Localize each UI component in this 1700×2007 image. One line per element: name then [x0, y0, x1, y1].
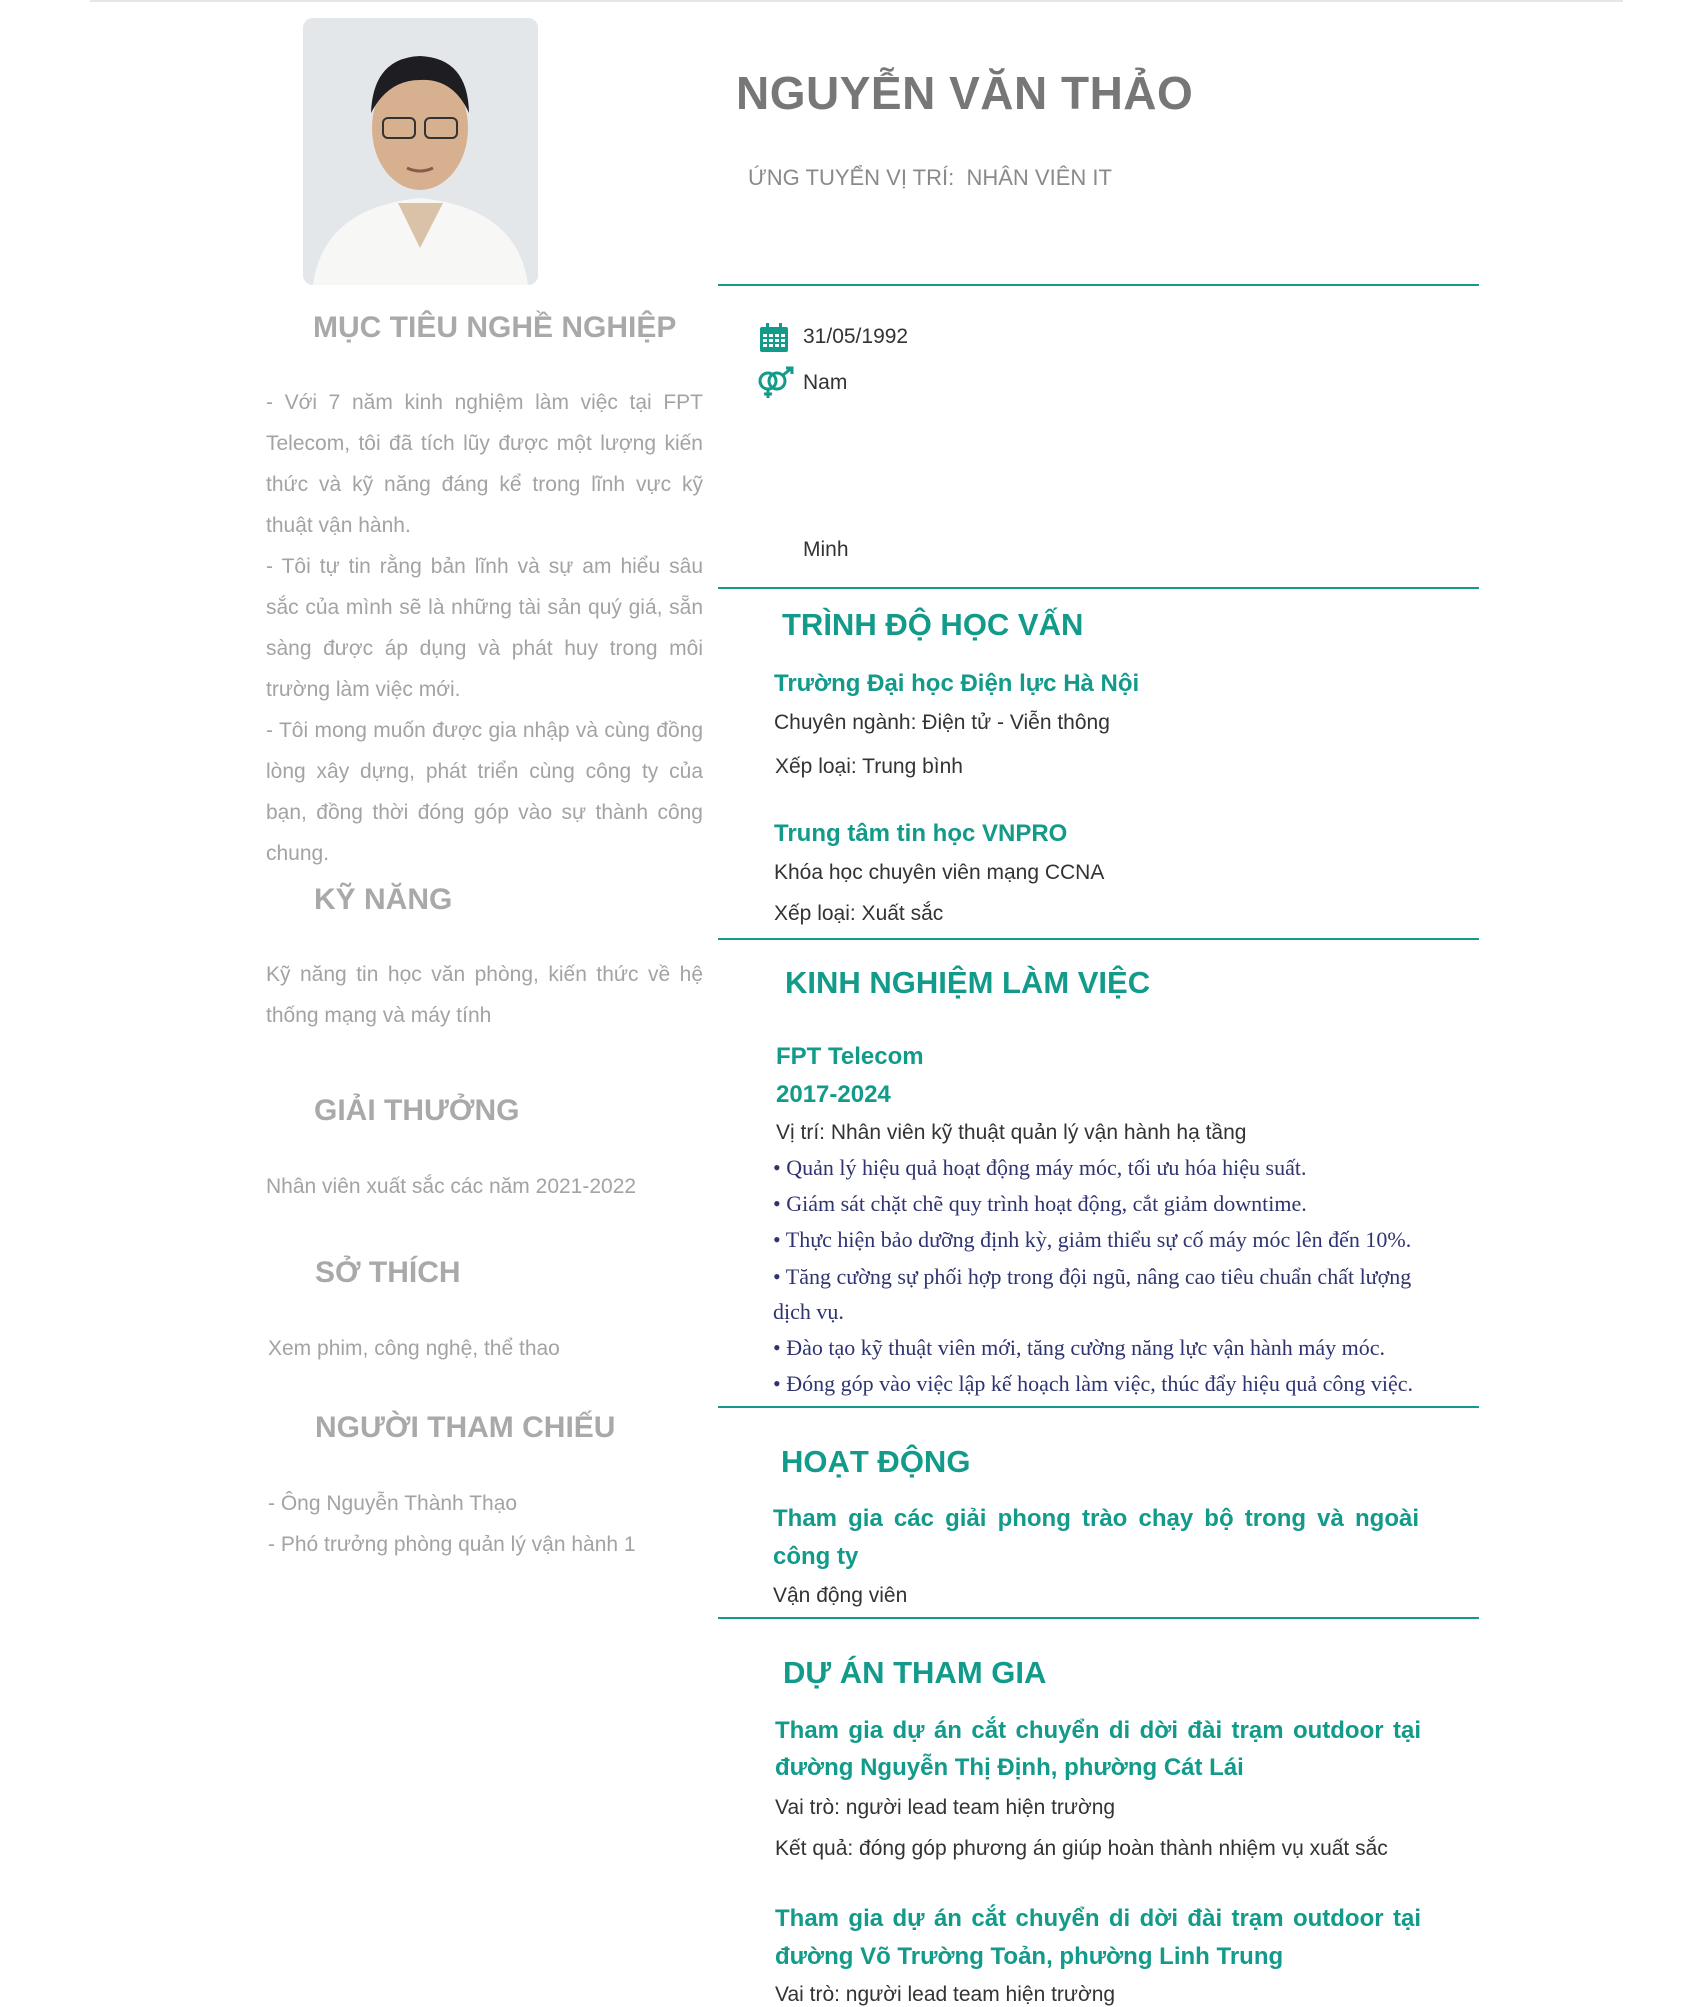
project-name-cont: đường Nguyễn Thị Định, phường Cát Lái	[775, 1754, 1244, 1781]
reference-line: - Phó trưởng phòng quản lý vận hành 1	[268, 1533, 636, 1556]
awards-title: GIẢI THƯỞNG	[314, 1094, 520, 1127]
hobbies-text: Xem phim, công nghệ, thể thao	[268, 1337, 560, 1360]
experience-company: FPT Telecom	[776, 1043, 924, 1070]
address-value: Minh	[803, 538, 849, 561]
position-label: ỨNG TUYỂN VỊ TRÍ:	[748, 165, 955, 190]
gender-icon	[757, 366, 797, 400]
skills-text: Kỹ năng tin học văn phòng, kiến thức về hệ thống mạng và máy tính	[266, 963, 703, 1027]
education-grade: Xếp loại: Trung bình	[775, 755, 963, 778]
divider	[718, 1406, 1479, 1408]
divider	[718, 284, 1479, 286]
education-detail: Chuyên ngành: Điện tử - Viễn thông	[774, 711, 1110, 734]
divider	[718, 587, 1479, 589]
applied-position	[748, 165, 1112, 191]
divider	[718, 1617, 1479, 1619]
experience-bullet: • Quản lý hiệu quả hoạt động máy móc, tối ưu hóa hiệu suất.	[773, 1155, 1307, 1180]
activity-name-cont: công ty	[773, 1543, 859, 1570]
objective-paragraph: - Tôi tự tin rằng bản lĩnh và sự am hiểu sâu sắc của mình sẽ là những tài sản quý giá, sẵn sàng được áp dụng và phát huy trong môi trường làm việc mới.	[266, 555, 703, 701]
project-role: Vai trò: người lead team hiện trường	[775, 1796, 1116, 1819]
calendar-icon	[758, 322, 790, 354]
education-school: Trường Đại học Điện lực Hà Nội	[774, 670, 1140, 697]
position-value: NHÂN VIÊN IT	[966, 165, 1112, 190]
education-detail: Khóa học chuyên viên mạng CCNA	[774, 861, 1105, 884]
objective-paragraph: - Với 7 năm kinh nghiệm làm việc tại FPT Telecom, tôi đã tích lũy được một lượng kiến thức và kỹ năng đáng kể trong lĩnh vực kỹ thuật vận hành.	[266, 391, 703, 537]
activity-role: Vận động viên	[773, 1584, 908, 1607]
references-title: NGƯỜI THAM CHIẾU	[315, 1411, 616, 1444]
skills-title: KỸ NĂNG	[314, 883, 453, 916]
experience-bullet: • Thực hiện bảo dưỡng định kỳ, giảm thiểu sự cố máy móc lên đến 10%.	[773, 1227, 1412, 1252]
experience-bullet: • Tăng cường sự phối hợp trong đội ngũ, nâng cao tiêu chuẩn chất lượng	[773, 1264, 1412, 1289]
experience-role: Vị trí: Nhân viên kỹ thuật quản lý vận hành hạ tầng	[776, 1121, 1247, 1144]
experience-period: 2017-2024	[776, 1081, 891, 1108]
reference-line: - Ông Nguyễn Thành Thạo	[268, 1492, 518, 1515]
projects-title: DỰ ÁN THAM GIA	[783, 1655, 1047, 1690]
hobbies-title: SỞ THÍCH	[315, 1256, 461, 1289]
project-result: Kết quả: đóng góp phương án giúp hoàn thành nhiệm vụ xuất sắc	[775, 1837, 1388, 1860]
education-school: Trung tâm tin học VNPRO	[774, 820, 1068, 847]
experience-bullet: • Giám sát chặt chẽ quy trình hoạt động, cắt giảm downtime.	[773, 1191, 1307, 1216]
activity-name: Tham gia các giải phong trào chạy bộ trong và ngoài	[773, 1505, 1419, 1532]
experience-bullet: • Đào tạo kỹ thuật viên mới, tăng cường năng lực vận hành máy móc.	[773, 1335, 1386, 1360]
project-role: Vai trò: người lead team hiện trường	[775, 1983, 1116, 2006]
avatar	[303, 18, 538, 285]
education-grade: Xếp loại: Xuất sắc	[774, 902, 944, 925]
project-name: Tham gia dự án cắt chuyển di dời đài trạm outdoor tại	[775, 1905, 1421, 1932]
gender-value: Nam	[803, 371, 848, 394]
experience-bullet: • Đóng góp vào việc lập kế hoạch làm việc, thúc đẩy hiệu quả công việc.	[773, 1371, 1413, 1396]
candidate-name: NGUYỄN VĂN THẢO	[736, 67, 1194, 119]
project-name-cont: đường Võ Trường Toản, phường Linh Trung	[775, 1943, 1284, 1970]
education-title: TRÌNH ĐỘ HỌC VẤN	[782, 607, 1084, 642]
objective-paragraph: - Tôi mong muốn được gia nhập và cùng đồng lòng xây dựng, phát triển cùng công ty của bạn, đồng thời đóng góp vào sự thành công chung.	[266, 719, 703, 865]
divider	[718, 938, 1479, 940]
objective-text	[266, 382, 703, 874]
dob-value: 31/05/1992	[803, 325, 909, 348]
experience-title: KINH NGHIỆM LÀM VIỆC	[785, 965, 1151, 1000]
experience-bullet: dịch vụ.	[773, 1299, 844, 1324]
page-top-border	[90, 0, 1623, 2]
activities-title: HOẠT ĐỘNG	[781, 1444, 971, 1479]
objective-title: MỤC TIÊU NGHỀ NGHIỆP	[313, 311, 677, 344]
project-name: Tham gia dự án cắt chuyển di dời đài trạm outdoor tại	[775, 1717, 1421, 1744]
awards-text: Nhân viên xuất sắc các năm 2021-2022	[266, 1175, 637, 1198]
